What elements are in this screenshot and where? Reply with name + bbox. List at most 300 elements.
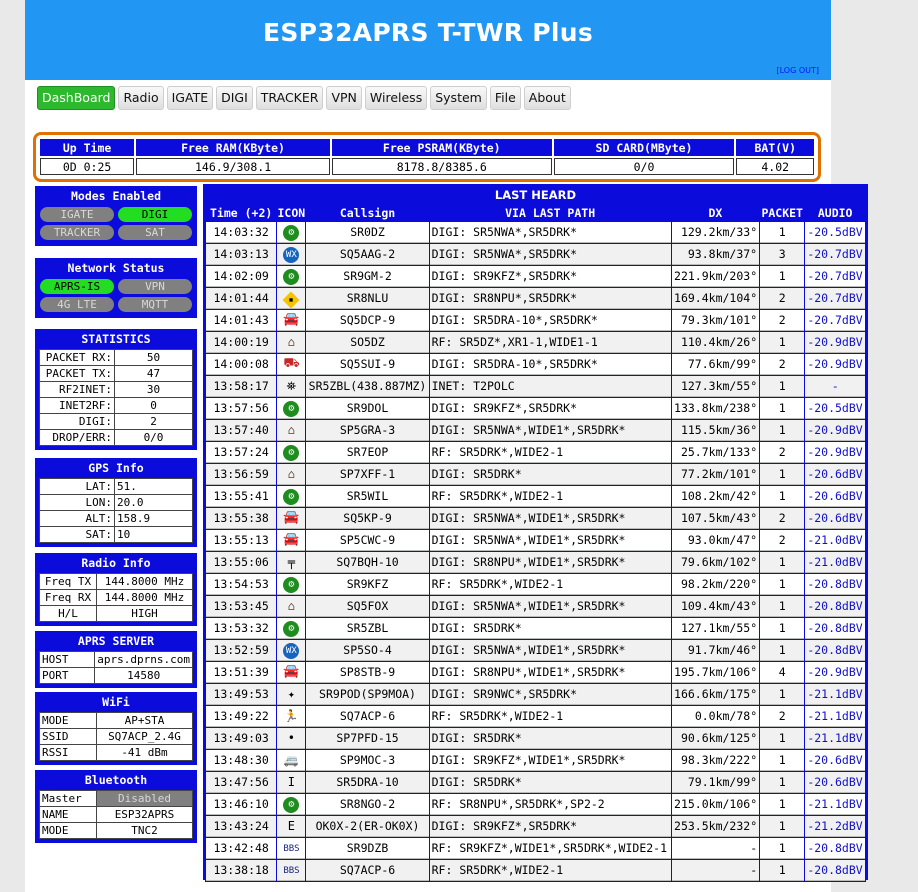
info-value: 158.9 <box>115 511 193 527</box>
time-cell: 13:49:53 <box>206 684 276 705</box>
last-heard-row[interactable] <box>206 486 865 507</box>
mode-pill-tracker: TRACKER <box>40 225 114 240</box>
info-key: Master <box>40 791 97 807</box>
time-cell: 14:01:43 <box>206 310 276 331</box>
icon-cell <box>277 860 305 881</box>
callsign-cell[interactable]: SR5DRA-10 <box>306 772 428 793</box>
digi-icon: ⚙ <box>283 797 299 813</box>
icon-cell <box>277 508 305 529</box>
tab-system[interactable]: System <box>430 86 487 110</box>
last-heard-row[interactable] <box>206 266 865 287</box>
wx-icon: WX <box>283 247 299 263</box>
packet-cell: 2 <box>760 354 804 375</box>
icon-cell <box>277 838 305 859</box>
status-table <box>38 137 816 177</box>
audio-cell: -20.9dBV <box>805 332 865 353</box>
info-key: H/L <box>40 606 97 622</box>
callsign-cell[interactable]: SR9KFZ <box>306 574 428 595</box>
last-heard-column-header: AUDIO <box>805 205 865 221</box>
info-row <box>40 430 193 446</box>
callsign-cell[interactable]: SR9DOL <box>306 398 428 419</box>
audio-cell: -21.1dBV <box>805 706 865 727</box>
icon-cell <box>277 310 305 331</box>
dx-cell: 79.6km/102° <box>672 552 759 573</box>
last-heard-row[interactable] <box>206 618 865 639</box>
last-heard-row[interactable] <box>206 530 865 551</box>
callsign-cell[interactable]: SR0DZ <box>306 222 428 243</box>
aprs-server-table <box>39 651 193 684</box>
icon-cell <box>277 574 305 595</box>
callsign-cell[interactable]: SP8STB-9 <box>306 662 428 683</box>
callsign-cell[interactable]: SQ5SUI-9 <box>306 354 428 375</box>
icon-cell <box>277 552 305 573</box>
icon-cell <box>277 244 305 265</box>
path-cell: DIGI: SR9KFZ*,WIDE1*,SR5DRK* <box>430 750 671 771</box>
dx-cell: 129.2km/33° <box>672 222 759 243</box>
mode-pill-igate: IGATE <box>40 207 114 222</box>
packet-cell: 1 <box>760 772 804 793</box>
dx-cell: 93.8km/37° <box>672 244 759 265</box>
last-heard-row[interactable] <box>206 816 865 837</box>
house-icon: ⌂ <box>287 423 295 437</box>
info-row <box>40 398 193 414</box>
dx-cell: 109.4km/43° <box>672 596 759 617</box>
packet-cell: 1 <box>760 816 804 837</box>
info-row <box>40 527 193 543</box>
audio-cell: -20.7dBV <box>805 244 865 265</box>
path-cell: DIGI: SR9NWC*,SR5DRK* <box>430 684 671 705</box>
packet-cell: 2 <box>760 442 804 463</box>
info-row <box>40 668 193 684</box>
info-row <box>40 713 193 729</box>
icon-cell <box>277 332 305 353</box>
last-heard-column-header: ICON <box>277 206 306 220</box>
packet-cell: 1 <box>760 376 804 397</box>
time-cell: 13:42:48 <box>206 838 276 859</box>
audio-cell: -20.6dBV <box>805 772 865 793</box>
tab-vpn[interactable]: VPN <box>326 86 361 110</box>
audio-cell: -21.0dBV <box>805 530 865 551</box>
last-heard-column-header: Time (+2) <box>206 205 276 221</box>
packet-cell: 1 <box>760 464 804 485</box>
callsign-cell[interactable]: SR5ZBL(438.887MZ) <box>306 376 428 397</box>
dx-cell: 253.5km/232° <box>672 816 759 837</box>
mode-pill-aprs-is: APRS-IS <box>40 279 114 294</box>
tab-tracker[interactable]: TRACKER <box>256 86 324 110</box>
dx-cell: 93.0km/47° <box>672 530 759 551</box>
last-heard-row[interactable] <box>206 596 865 617</box>
packet-cell: 1 <box>760 596 804 617</box>
last-heard-row[interactable] <box>206 398 865 419</box>
house-icon: ⌂ <box>287 599 295 613</box>
wifi-panel <box>35 692 197 765</box>
info-key: LON: <box>40 495 115 511</box>
radio-table <box>39 573 193 622</box>
callsign-cell[interactable]: SO5DZ <box>306 332 428 353</box>
callsign-cell[interactable]: SQ5DCP-9 <box>306 310 428 331</box>
icon-cell <box>277 816 305 837</box>
last-heard-panel <box>203 184 868 880</box>
callsign-cell[interactable]: SQ5FOX <box>306 596 428 617</box>
icon-cell <box>277 222 305 243</box>
audio-cell: -20.7dBV <box>805 266 865 287</box>
audio-cell: -20.8dBV <box>805 640 865 661</box>
last-heard-row[interactable] <box>206 442 865 463</box>
callsign-cell[interactable]: SP5SO-4 <box>306 640 428 661</box>
time-cell: 13:53:32 <box>206 618 276 639</box>
packet-cell: 1 <box>760 618 804 639</box>
info-value: Disabled <box>97 791 193 807</box>
aprs-server-title: APRS SERVER <box>37 633 195 649</box>
path-cell: DIGI: SR5DRA-10*,SR5DRK* <box>430 310 671 331</box>
info-key: INET2RF: <box>40 398 115 414</box>
path-cell: DIGI: SR5NWA*,WIDE1*,SR5DRK* <box>430 596 671 617</box>
info-value: TNC2 <box>97 823 193 839</box>
dx-cell: 98.3km/222° <box>672 750 759 771</box>
house-icon: ⌂ <box>287 335 295 349</box>
path-cell: DIGI: SR8NPU*,WIDE1*,SR5DRK* <box>430 552 671 573</box>
callsign-cell[interactable]: OK0X-2(ER-OK0X) <box>306 816 428 837</box>
status-header: BAT(V) <box>736 139 814 156</box>
icon-cell <box>277 376 305 397</box>
radio-title: Radio Info <box>37 555 195 571</box>
packet-cell: 1 <box>760 640 804 661</box>
audio-cell: -20.7dBV <box>805 288 865 309</box>
digi-icon: ⚙ <box>283 401 299 417</box>
last-heard-row[interactable] <box>206 310 865 331</box>
callsign-cell[interactable]: SR8NGO-2 <box>306 794 428 815</box>
tab-about[interactable]: About <box>524 86 571 110</box>
digi-icon: ⚙ <box>283 445 299 461</box>
time-cell: 13:51:39 <box>206 662 276 683</box>
last-heard-row[interactable] <box>206 552 865 573</box>
car-icon: 🚘 <box>283 312 300 327</box>
audio-cell: -20.6dBV <box>805 486 865 507</box>
path-cell: DIGI: SR5DRK* <box>430 728 671 749</box>
time-cell: 13:58:17 <box>206 376 276 397</box>
icon-cell <box>277 354 305 375</box>
path-cell: RF: SR9KFZ*,WIDE1*,SR5DRK*,WIDE2-1 <box>430 838 671 859</box>
truck-icon: ⛟ <box>283 356 300 371</box>
dx-cell: 91.7km/46° <box>672 640 759 661</box>
audio-cell: -21.0dBV <box>805 552 865 573</box>
info-row <box>40 350 193 366</box>
status-header: SD CARD(MByte) <box>554 139 735 156</box>
time-cell: 13:47:56 <box>206 772 276 793</box>
wifi-table <box>39 712 193 761</box>
info-value: 0/0 <box>115 430 193 446</box>
icon-cell <box>277 794 305 815</box>
icon-cell <box>277 398 305 419</box>
time-cell: 13:43:24 <box>206 816 276 837</box>
callsign-cell[interactable]: SQ5AAG-2 <box>306 244 428 265</box>
callsign-cell[interactable]: SP5GRA-3 <box>306 420 428 441</box>
mode-pill-mqtt: MQTT <box>118 297 192 312</box>
callsign-cell[interactable]: SR9DZB <box>306 838 428 859</box>
info-row <box>40 414 193 430</box>
last-heard-row[interactable] <box>206 574 865 595</box>
time-cell: 14:03:32 <box>206 222 276 243</box>
time-cell: 13:54:53 <box>206 574 276 595</box>
callsign-cell[interactable]: SR5WIL <box>306 486 428 507</box>
callsign-cell[interactable]: SQ7BQH-10 <box>306 552 428 573</box>
packet-cell: 1 <box>760 574 804 595</box>
packet-cell: 2 <box>760 288 804 309</box>
path-cell: DIGI: SR8NPU*,SR5DRK* <box>430 288 671 309</box>
info-key: PORT <box>40 668 95 684</box>
logout-link[interactable]: [LOG OUT] <box>776 66 819 75</box>
last-heard-row[interactable] <box>206 288 865 309</box>
callsign-cell[interactable]: SR7EOP <box>306 442 428 463</box>
path-cell: DIGI: SR5NWA*,WIDE1*,SR5DRK* <box>430 530 671 551</box>
satellite-icon: ✦ <box>287 687 295 701</box>
info-value: SQ7ACP_2.4G <box>97 729 193 745</box>
tab-igate[interactable]: IGATE <box>167 86 214 110</box>
packet-cell: 2 <box>760 706 804 727</box>
callsign-cell[interactable]: SP5CWC-9 <box>306 530 428 551</box>
info-row <box>40 823 193 839</box>
info-value: 51. <box>115 479 193 495</box>
dx-cell: 127.3km/55° <box>672 376 759 397</box>
statistics-panel <box>35 329 197 450</box>
path-cell: DIGI: SR5DRK* <box>430 772 671 793</box>
time-cell: 13:49:03 <box>206 728 276 749</box>
callsign-cell[interactable]: SQ5KP-9 <box>306 508 428 529</box>
path-cell: DIGI: SR5NWA*,WIDE1*,SR5DRK* <box>430 420 671 441</box>
last-heard-title: LAST HEARD <box>494 188 577 202</box>
last-heard-row[interactable] <box>206 222 865 243</box>
info-key: ALT: <box>40 511 115 527</box>
audio-cell: -20.9dBV <box>805 662 865 683</box>
audio-cell: - <box>805 376 865 397</box>
callsign-cell[interactable]: SR9POD(SP9MOA) <box>306 684 428 705</box>
info-value: ESP32APRS <box>97 807 193 823</box>
info-key: NAME <box>40 807 97 823</box>
bbs-icon: BBS <box>283 865 300 876</box>
packet-cell: 1 <box>760 266 804 287</box>
info-key: DIGI: <box>40 414 115 430</box>
audio-cell: -20.9dBV <box>805 442 865 463</box>
last-heard-row[interactable] <box>206 794 865 815</box>
dx-cell: 133.8km/238° <box>672 398 759 419</box>
packet-cell: 4 <box>760 662 804 683</box>
time-cell: 13:57:24 <box>206 442 276 463</box>
info-value: 144.8000 MHz <box>97 590 193 606</box>
dx-cell: 77.2km/101° <box>672 464 759 485</box>
path-cell: RF: SR5DRK*,WIDE2-1 <box>430 486 671 507</box>
info-value: HIGH <box>97 606 193 622</box>
dx-cell: 215.0km/106° <box>672 794 759 815</box>
last-heard-row[interactable] <box>206 244 865 265</box>
info-row <box>40 652 193 668</box>
callsign-cell[interactable]: SR5ZBL <box>306 618 428 639</box>
callsign-cell[interactable]: SP9MOC-3 <box>306 750 428 771</box>
house-icon: ⌂ <box>287 467 295 481</box>
mode-pill-sat: SAT <box>118 225 192 240</box>
last-heard-column-header: Callsign <box>306 205 428 221</box>
path-cell: RF: SR8NPU*,SR5DRK*,SP2-2 <box>430 794 671 815</box>
packet-cell: 1 <box>760 552 804 573</box>
last-heard-row[interactable] <box>206 640 865 661</box>
audio-cell: -20.6dBV <box>805 464 865 485</box>
last-heard-row[interactable] <box>206 860 865 881</box>
info-key: Freq RX <box>40 590 97 606</box>
time-cell: 13:55:41 <box>206 486 276 507</box>
time-cell: 13:49:22 <box>206 706 276 727</box>
info-row <box>40 791 193 807</box>
time-cell: 13:48:30 <box>206 750 276 771</box>
e-icon: E <box>287 819 295 833</box>
path-cell: DIGI: SR9KFZ*,SR5DRK* <box>430 266 671 287</box>
modes-title: Modes Enabled <box>37 188 195 204</box>
network-grid <box>37 276 195 316</box>
path-cell: DIGI: SR5NWA*,WIDE1*,SR5DRK* <box>430 640 671 661</box>
statistics-table <box>39 349 193 446</box>
info-value: 144.8000 MHz <box>97 574 193 590</box>
audio-cell: -21.1dBV <box>805 728 865 749</box>
audio-cell: -20.9dBV <box>805 354 865 375</box>
path-cell: INET: T2POLC <box>430 376 671 397</box>
info-row <box>40 590 193 606</box>
bluetooth-panel <box>35 770 197 843</box>
car-icon: 🚘 <box>283 510 300 525</box>
path-cell: RF: SR5DRK*,WIDE2-1 <box>430 860 671 881</box>
last-heard-row[interactable] <box>206 684 865 705</box>
callsign-cell[interactable]: SQ7ACP-6 <box>306 860 428 881</box>
network-panel <box>35 258 197 318</box>
callsign-cell[interactable]: SR8NLU <box>306 288 428 309</box>
audio-cell: -20.8dBV <box>805 618 865 639</box>
info-row <box>40 729 193 745</box>
tab-wireless[interactable]: Wireless <box>365 86 427 110</box>
last-heard-row[interactable] <box>206 464 865 485</box>
packet-cell: 1 <box>760 684 804 705</box>
info-row <box>40 574 193 590</box>
tab-radio[interactable]: Radio <box>118 86 163 110</box>
status-value: 0/0 <box>554 158 735 175</box>
last-heard-row[interactable] <box>206 772 865 793</box>
info-key: SAT: <box>40 527 115 543</box>
info-key: RSSI <box>40 745 97 761</box>
audio-cell: -20.8dBV <box>805 860 865 881</box>
last-heard-row[interactable] <box>206 420 865 441</box>
info-row <box>40 511 193 527</box>
audio-cell: -21.2dBV <box>805 816 865 837</box>
last-heard-row[interactable] <box>206 376 865 397</box>
status-bar <box>33 132 821 182</box>
tab-file[interactable]: File <box>490 86 521 110</box>
page-title: ESP32APRS T-TWR Plus <box>262 18 594 47</box>
info-value: 47 <box>115 366 193 382</box>
status-value: 8178.8/8385.6 <box>332 158 552 175</box>
dx-cell: 127.1km/55° <box>672 618 759 639</box>
packet-cell: 2 <box>760 508 804 529</box>
info-key: Freq TX <box>40 574 97 590</box>
info-value: 10 <box>115 527 193 543</box>
packet-cell: 3 <box>760 244 804 265</box>
last-heard-column-header: DX <box>672 205 759 221</box>
info-key: PACKET TX: <box>40 366 115 382</box>
time-cell: 13:46:10 <box>206 794 276 815</box>
path-cell: DIGI: SR5NWA*,SR5DRK* <box>430 222 671 243</box>
time-cell: 14:01:44 <box>206 288 276 309</box>
runner-icon: 🏃 <box>283 709 299 723</box>
info-row <box>40 382 193 398</box>
packet-cell: 2 <box>760 530 804 551</box>
mode-pill-digi: DIGI <box>118 207 192 222</box>
path-cell: DIGI: SR5NWA*,SR5DRK* <box>430 244 671 265</box>
last-heard-row[interactable] <box>206 332 865 353</box>
tab-dashboard[interactable]: DashBoard <box>37 86 115 110</box>
info-value: 50 <box>115 350 193 366</box>
callsign-cell[interactable]: SQ7ACP-6 <box>306 706 428 727</box>
path-cell: RF: SR5DRK*,WIDE2-1 <box>430 442 671 463</box>
last-heard-row[interactable] <box>206 750 865 771</box>
audio-cell: -20.8dBV <box>805 838 865 859</box>
packet-cell: 1 <box>760 332 804 353</box>
status-value: 4.02 <box>736 158 814 175</box>
modes-grid <box>37 204 195 244</box>
icon-cell <box>277 420 305 441</box>
status-header: Up Time <box>40 139 134 156</box>
info-value: 0 <box>115 398 193 414</box>
info-value: 30 <box>115 382 193 398</box>
status-value: 0D 0:25 <box>40 158 134 175</box>
info-row <box>40 745 193 761</box>
info-value: 2 <box>115 414 193 430</box>
callsign-cell[interactable]: SP7PFD-15 <box>306 728 428 749</box>
status-header: Free RAM(KByte) <box>136 139 330 156</box>
info-row <box>40 366 193 382</box>
time-cell: 14:00:08 <box>206 354 276 375</box>
info-value: AP+STA <box>97 713 193 729</box>
callsign-cell[interactable]: SR9GM-2 <box>306 266 428 287</box>
last-heard-row[interactable] <box>206 662 865 683</box>
last-heard-row[interactable] <box>206 354 865 375</box>
audio-cell: -21.1dBV <box>805 794 865 815</box>
i-icon: I <box>287 775 295 789</box>
last-heard-row[interactable] <box>206 508 865 529</box>
wx-icon: WX <box>283 643 299 659</box>
icon-cell <box>277 750 305 771</box>
dx-cell: - <box>672 838 759 859</box>
last-heard-row[interactable] <box>206 728 865 749</box>
callsign-cell[interactable]: SP7XFF-1 <box>306 464 428 485</box>
diamond-icon: ◆ <box>283 291 300 308</box>
packet-cell: 1 <box>760 794 804 815</box>
dx-cell: - <box>672 860 759 881</box>
icon-cell <box>277 442 305 463</box>
time-cell: 13:55:06 <box>206 552 276 573</box>
info-row <box>40 495 193 511</box>
last-heard-row[interactable] <box>206 706 865 727</box>
time-cell: 13:52:59 <box>206 640 276 661</box>
icon-cell <box>277 288 305 309</box>
path-cell: RF: SR5DRK*,WIDE2-1 <box>430 574 671 595</box>
info-row <box>40 606 193 622</box>
dx-cell: 107.5km/43° <box>672 508 759 529</box>
info-value: aprs.dprns.com <box>95 652 193 668</box>
statistics-title: STATISTICS <box>37 331 195 347</box>
audio-cell: -20.6dBV <box>805 750 865 771</box>
last-heard-row[interactable] <box>206 838 865 859</box>
icon-cell <box>277 684 305 705</box>
packet-cell: 1 <box>760 398 804 419</box>
tower-icon: ⛯ <box>286 379 297 393</box>
tab-digi[interactable]: DIGI <box>216 86 253 110</box>
info-value: 14580 <box>95 668 193 684</box>
time-cell: 13:38:18 <box>206 860 276 881</box>
